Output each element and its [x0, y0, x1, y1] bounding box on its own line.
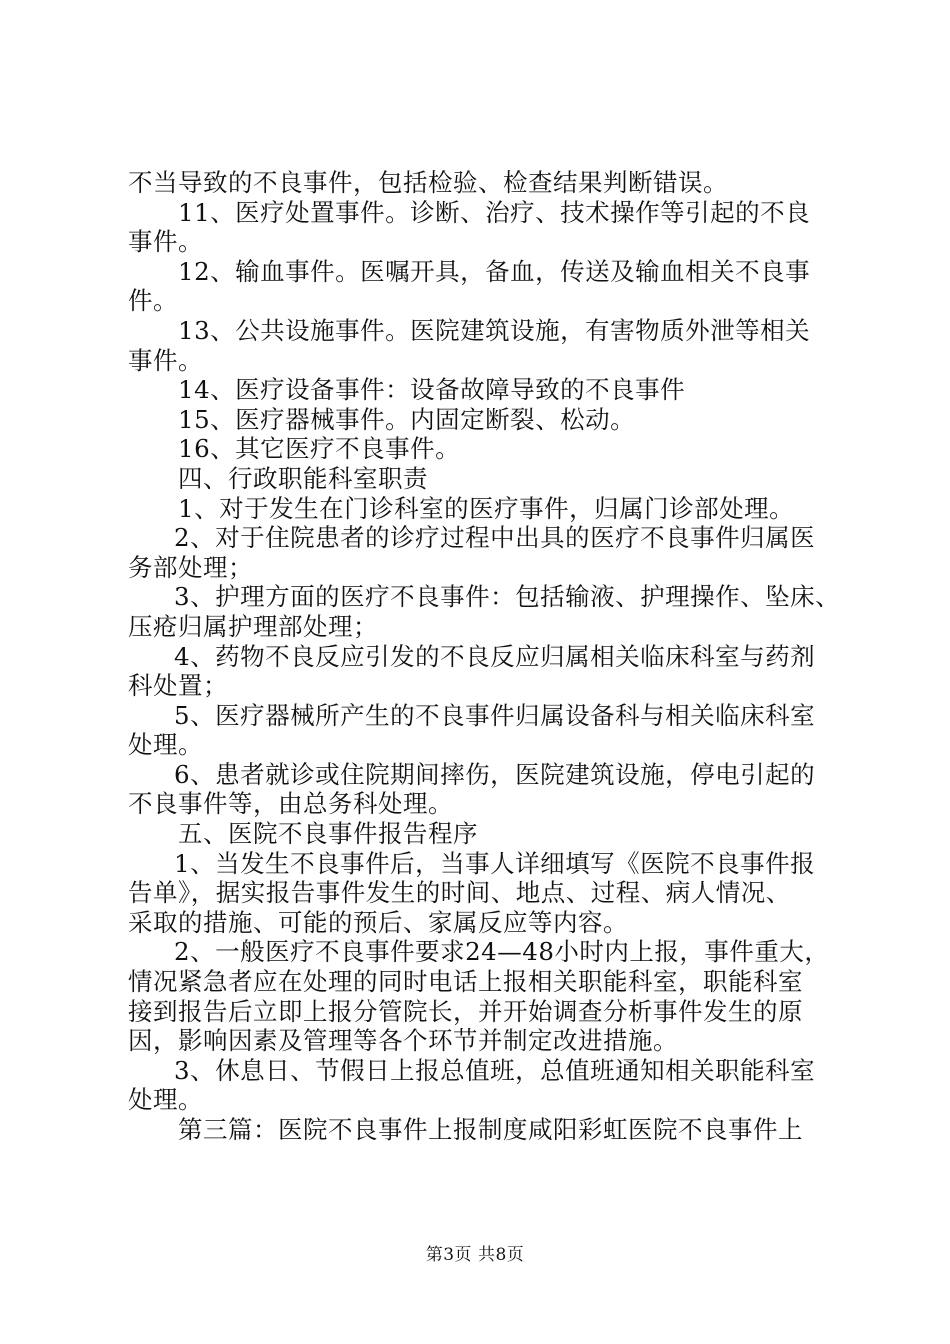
body-line: 1、对于发生在门诊科室的医疗事件，归属门诊部处理。 [178, 493, 795, 523]
body-line: 4、药物不良反应引发的不良反应归属相关临床科室与药剂 [174, 641, 816, 671]
body-line: 12、输血事件。医嘱开具，备血，传送及输血相关不良事 [178, 256, 811, 286]
body-line: 处理。 [128, 730, 203, 760]
body-line: 5、医疗器械所产生的不良事件归属设备科与相关临床科室 [174, 700, 816, 730]
body-line: 16、其它医疗不良事件。 [178, 434, 461, 464]
body-line: 事件。 [128, 345, 203, 375]
page-number: 第3页 共8页 [425, 1245, 525, 1265]
body-line: 件。 [128, 286, 178, 316]
body-line: 3、休息日、节假日上报总值班，总值班通知相关职能科室 [174, 1055, 816, 1085]
body-line: 不良事件等，由总务科处理。 [128, 789, 453, 819]
body-line: 不当导致的不良事件，包括检验、检查结果判断错误。 [128, 168, 728, 197]
document-body [128, 168, 841, 1145]
body-line: 因，影响因素及管理等各个环节并制定改进措施。 [128, 1026, 678, 1056]
body-line: 2、对于住院患者的诊疗过程中出具的医疗不良事件归属医 [174, 523, 816, 553]
body-line: 处理。 [128, 1085, 203, 1115]
body-line: 1、当发生不良事件后，当事人详细填写《医院不良事件报 [174, 848, 816, 878]
section-heading: 五、医院不良事件报告程序 [178, 819, 478, 849]
section-heading: 四、行政职能科室职责 [178, 463, 428, 493]
body-line: 务部处理； [128, 552, 253, 582]
body-line: 接到报告后立即上报分管院长，并开始调查分析事件发生的原 [128, 996, 803, 1026]
body-line: 采取的措施、可能的预后、家属反应等内容。 [128, 907, 628, 937]
body-line: 2、一般医疗不良事件要求24—48小时内上报，事件重大， [174, 937, 830, 967]
body-line: 6、患者就诊或住院期间摔伤，医院建筑设施，停电引起的 [174, 759, 816, 789]
body-line: 11、医疗处置事件。诊断、治疗、技术操作等引起的不良 [178, 197, 811, 227]
body-line: 13、公共设施事件。医院建筑设施，有害物质外泄等相关 [178, 315, 811, 345]
body-line: 情况紧急者应在处理的同时电话上报相关职能科室，职能科室 [128, 967, 803, 997]
body-line: 告单》，据实报告事件发生的时间、地点、过程、病人情况、 [128, 878, 791, 908]
body-line: 科处置； [128, 671, 228, 701]
body-line: 3、护理方面的医疗不良事件：包括输液、护理操作、坠床、 [174, 582, 841, 612]
section-heading: 第三篇：医院不良事件上报制度咸阳彩虹医院不良事件上 [178, 1115, 803, 1144]
body-line: 压疮归属护理部处理； [128, 611, 378, 641]
body-line: 事件。 [128, 227, 203, 257]
body-line: 15、医疗器械事件。内固定断裂、松动。 [178, 404, 636, 434]
body-line: 14、医疗设备事件：设备故障导致的不良事件 [178, 375, 686, 405]
